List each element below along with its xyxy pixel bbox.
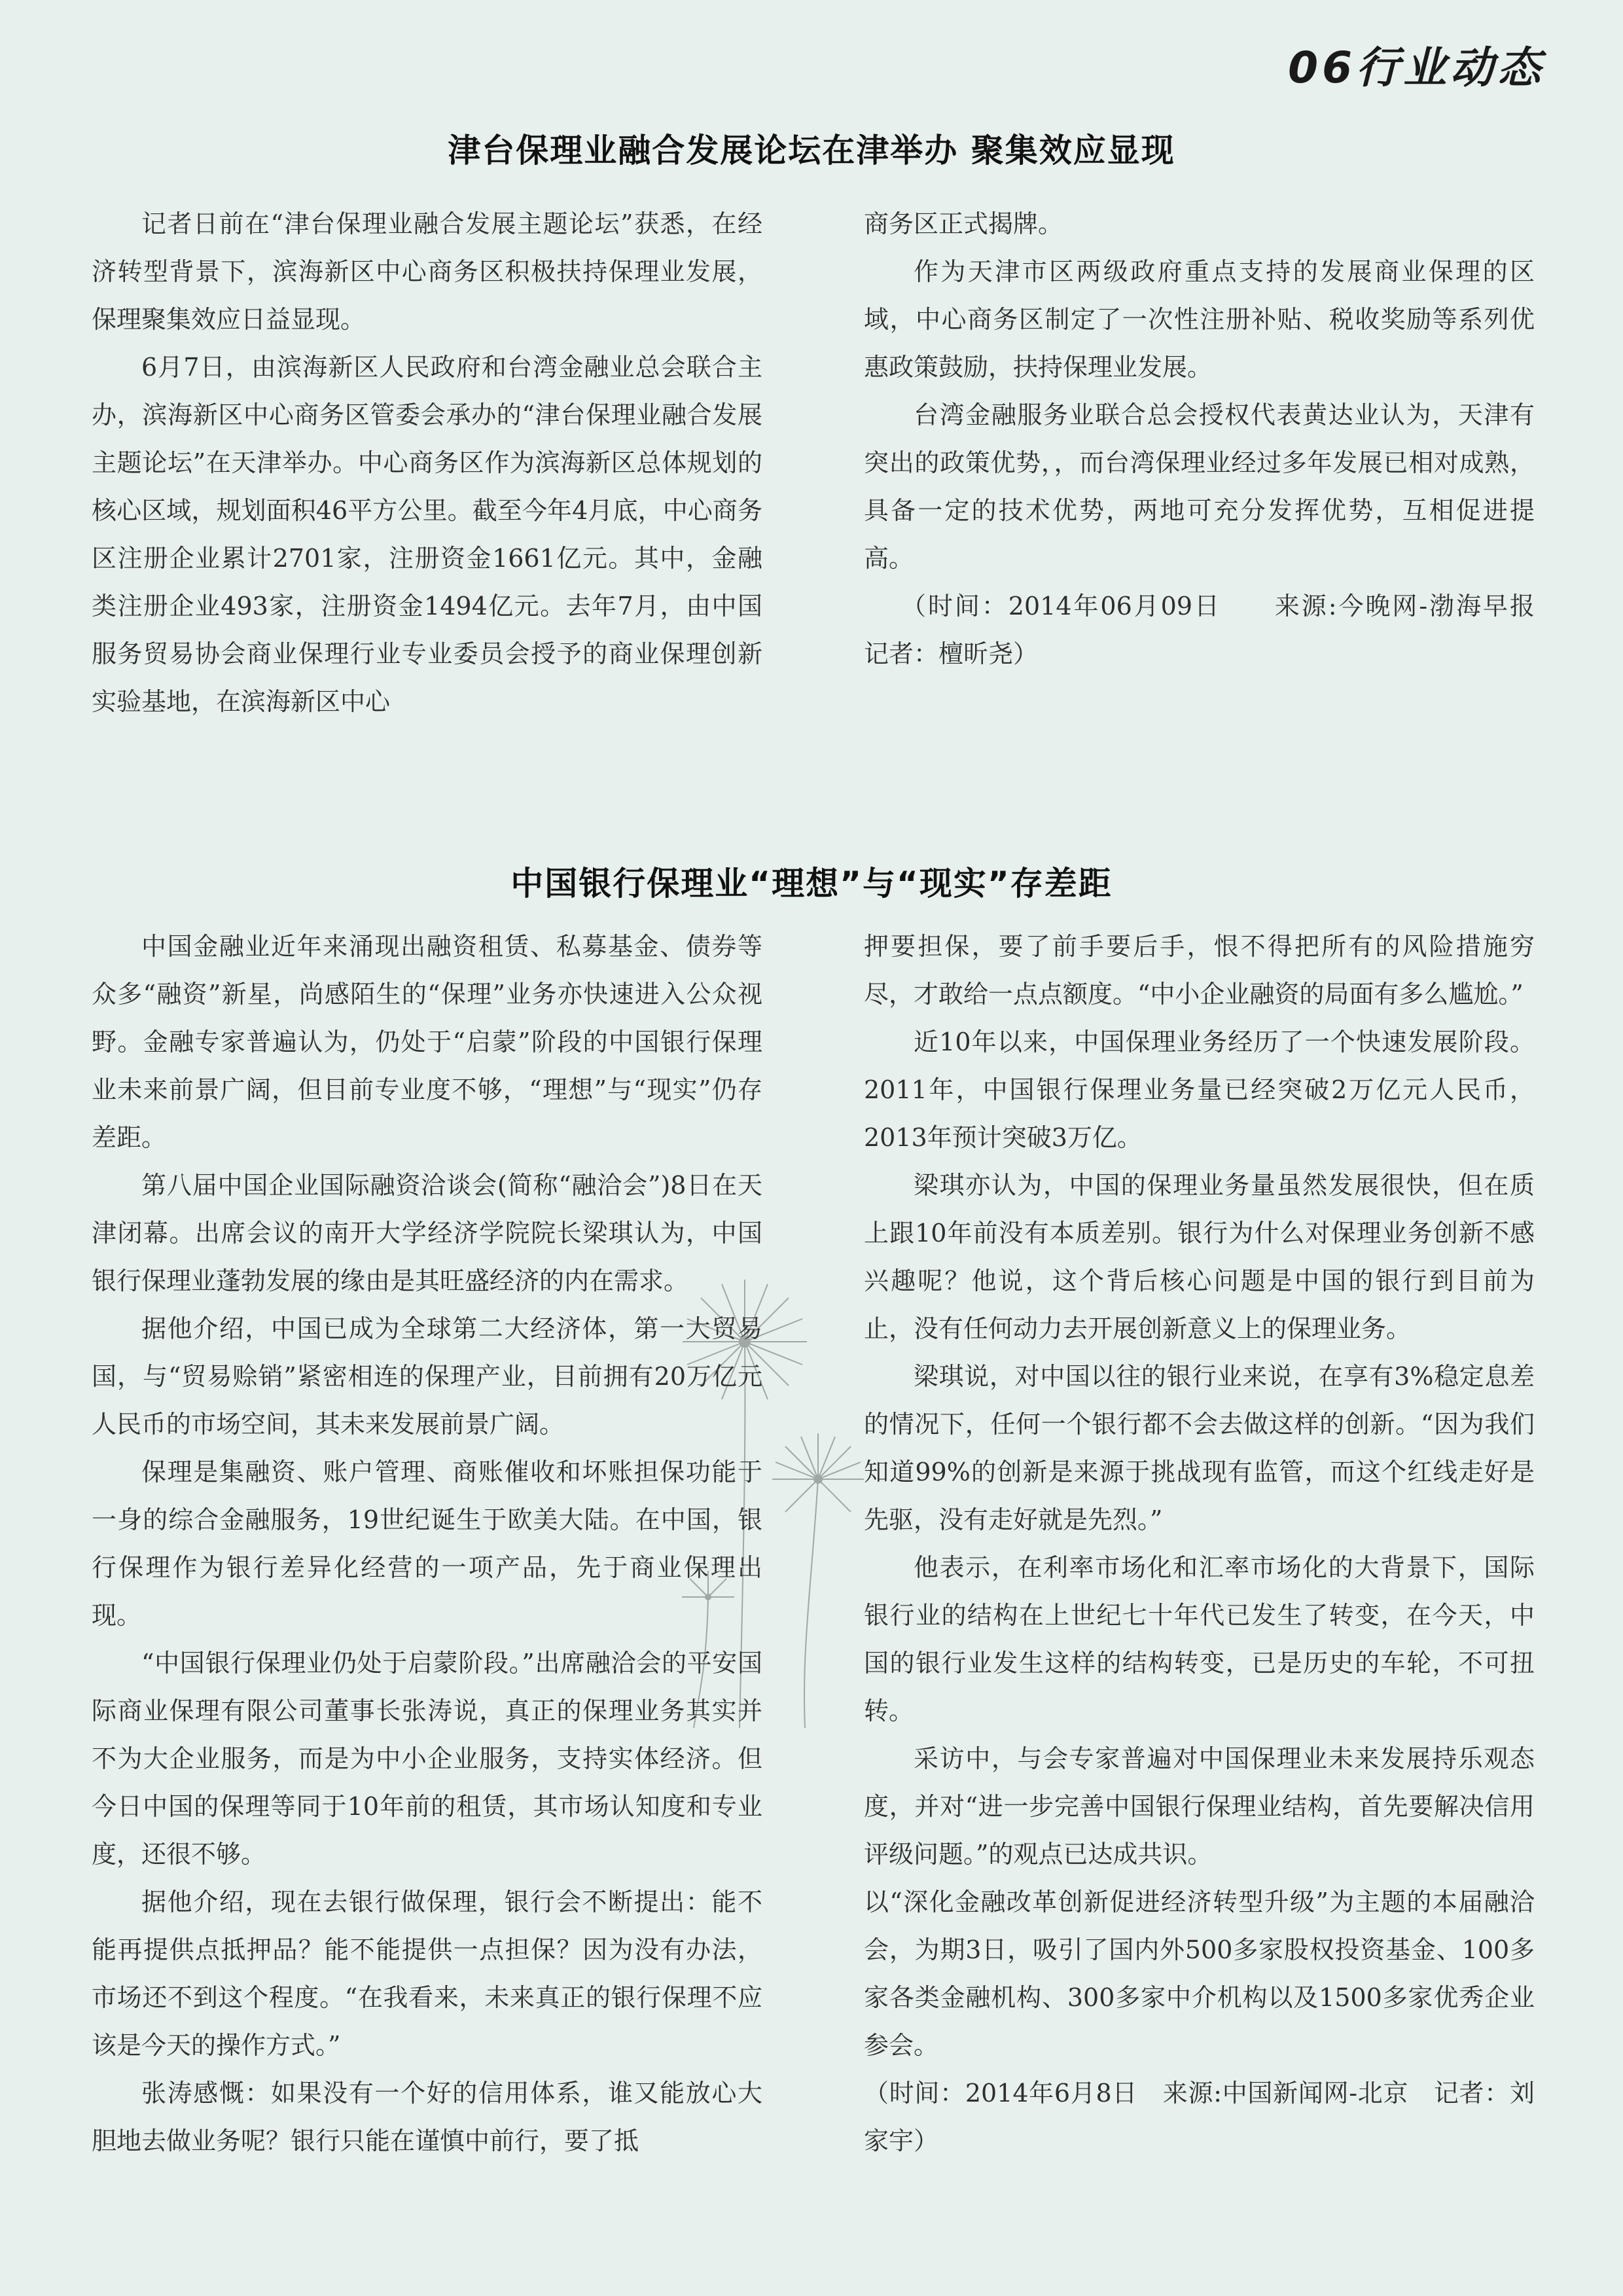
article2-paragraph: 据他介绍，中国已成为全球第二大经济体，第一大贸易国，与“贸易赊销”紧密相连的保理产业，目前拥有20万亿元人民币的市场空间，其未来发展前景广阔。: [92, 1314, 762, 1439]
article2-right-column: [864, 923, 1535, 2165]
article2-paragraph: “中国银行保理业仍处于启蒙阶段。”出席融洽会的平安国际商业保理有限公司董事长张涛说，真正的保理业务其实并不为大企业服务，而是为中小企业服务，支持实体经济。但今日中国的保理等同于10年前的租赁，其市场认知度和专业度，还很不够。: [92, 1649, 762, 1869]
article2-paragraph: 据他介绍，现在去银行做保理，银行会不断提出：能不能再提供点抵押品？能不能提供一点担保？因为没有办法，市场还不到这个程度。“在我看来，未来真正的银行保理不应该是今天的操作方式。”: [92, 1888, 762, 2060]
article1-left-column: [92, 200, 762, 726]
article2-paragraph: 梁琪亦认为，中国的保理业务量虽然发展很快，但在质上跟10年前没有本质差别。银行为什么对保理业务创新不感兴趣呢？他说，这个背后核心问题是中国的银行到目前为止，没有任何动力去开展创新意义上的保理业务。: [864, 1171, 1535, 1343]
article1-right-column: [864, 200, 1560, 678]
article2-paragraph: 保理是集融资、账户管理、商账催收和坏账担保功能于一身的综合金融服务，19世纪诞生于欧美大陆。在中国，银行保理作为银行差异化经营的一项产品，先于商业保理出现。: [92, 1458, 762, 1630]
article2-left-column: [92, 923, 762, 2165]
article2-paragraph: 以“深化金融改革创新促进经济转型升级”为主题的本届融洽会，为期3日，吸引了国内外500多家股权投资基金、100多家各类金融机构、300多家中介机构以及1500多家优秀企业参会。: [864, 1888, 1535, 2060]
article2-title: 中国银行保理业“理想”与“现实”存差距: [510, 865, 1113, 903]
article1-paragraph: 台湾金融服务业联合总会授权代表黄达业认为，天津有突出的政策优势，，而台湾保理业经过多年发展已相对成熟，具备一定的技术优势，两地可充分发挥优势，互相促进提高。: [864, 401, 1535, 573]
article1-title: 津台保理业融合发展论坛在津举办 聚集效应显现: [448, 132, 1175, 170]
article1-source: （时间：2014年06月09日 来源:今晚网-渤海早报 记者：檀昕尧）: [864, 592, 1560, 668]
article1-paragraph: 作为天津市区两级政府重点支持的发展商业保理的区域，中心商务区制定了一次性注册补贴、税收奖励等系列优惠政策鼓励，扶持保理业发展。: [864, 257, 1535, 382]
article2-paragraph: 梁琪说，对中国以往的银行业来说，在享有3%稳定息差的情况下，任何一个银行都不会去做这样的创新。“因为我们知道99%的创新是来源于挑战现有监管，而这个红线走好是先驱，没有走好就是先烈。”: [864, 1362, 1535, 1534]
section-header: 06行业动态: [1288, 43, 1544, 93]
article2-paragraph: 他表示，在利率市场化和汇率市场化的大背景下，国际银行业的结构在上世纪七十年代已发生了转变，在今天，中国的银行业发生这样的结构转变，已是历史的车轮，不可扭转。: [864, 1553, 1535, 1725]
article1-paragraph: 记者日前在“津台保理业融合发展主题论坛”获悉，在经济转型背景下，滨海新区中心商务区积极扶持保理业发展，保理聚集效应日益显现。: [92, 209, 762, 334]
article2-paragraph: 张涛感慨：如果没有一个好的信用体系，谁又能放心大胆地去做业务呢？银行只能在谨慎中前行，要了抵: [92, 2079, 762, 2155]
article2-paragraph: 第八届中国企业国际融资洽谈会(简称“融洽会”)8日在天津闭幕。出席会议的南开大学经济学院院长梁琪认为，中国银行保理业蓬勃发展的缘由是其旺盛经济的内在需求。: [92, 1171, 762, 1295]
article2-paragraph: 中国金融业近年来涌现出融资租赁、私募基金、债券等众多“融资”新星，尚感陌生的“保理”业务亦快速进入公众视野。金融专家普遍认为，仍处于“启蒙”阶段的中国银行保理业未来前景广阔，但目前专业度不够，“理想”与“现实”仍存差距。: [92, 932, 762, 1152]
article2-paragraph: 近10年以来，中国保理业务经历了一个快速发展阶段。2011年，中国银行保理业务量已经突破2万亿元人民币，2013年预计突破3万亿。: [864, 1028, 1535, 1152]
article2-paragraph: 采访中，与会专家普遍对中国保理业未来发展持乐观态度，并对“进一步完善中国银行保理业结构，首先要解决信用评级问题。”的观点已达成共识。: [864, 1744, 1535, 1869]
article2-source: （时间：2014年6月8日 来源:中国新闻网-北京 记者：刘家宇）: [864, 2079, 1535, 2155]
article2-continuation: 押要担保，要了前手要后手，恨不得把所有的风险措施穷尽，才敢给一点点额度。“中小企业融资的局面有多么尴尬。”: [864, 932, 1535, 1009]
article1-paragraph: 6月7日，由滨海新区人民政府和台湾金融业总会联合主办，滨海新区中心商务区管委会承办的“津台保理业融合发展主题论坛”在天津举办。中心商务区作为滨海新区总体规划的核心区域，规划面积46平方公里。截至今年4月底，中心商务区注册企业累计2701家，注册资金1661亿元。其中，金融类注册企业493家，注册资金1494亿元。去年7月，由中国服务贸易协会商业保理行业专业委员会授予的商业保理创新实验基地，在滨海新区中心: [92, 353, 762, 716]
article1-continuation: 商务区正式揭牌。: [864, 209, 1063, 238]
